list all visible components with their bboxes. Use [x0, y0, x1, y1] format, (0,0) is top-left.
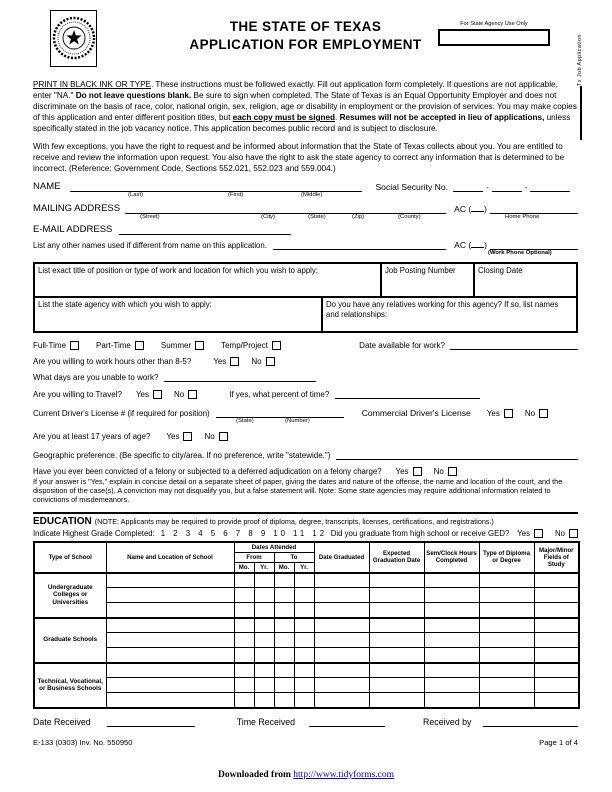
received-by-field[interactable]: [483, 717, 578, 727]
edu-col-name: Name and Location of School: [106, 542, 234, 573]
edu-cell[interactable]: [274, 573, 294, 588]
edu-cell[interactable]: [314, 618, 369, 633]
edu-cell[interactable]: [424, 588, 479, 603]
edu-col-from: From: [234, 552, 274, 562]
instructions-paragraph: PRINT IN BLACK INK OR TYPE. These instructions must be followed exactly. Fill out application form completely. If questions are not applicable, enter "NA." Do not leave questions blank. Be sure to sign when completed. The State of Texas is an Equal Opportunity Employer and does not discriminate on the basis of race, color, national origin, sex, religion, age or disability in employment or the provision of services. You may make copies of this application and enter different position titles, but each copy must be signed. Resumes will not be accepted in lieu of applications, unless specifically stated in the job vacancy notice. This application becomes public record and is subject to disclosure.: [33, 80, 577, 133]
edu-cell[interactable]: [424, 618, 479, 633]
edu-cell[interactable]: [479, 573, 534, 588]
drivers-license-sublabels: [33, 418, 578, 426]
ged-no-checkbox[interactable]: [569, 529, 578, 538]
email-row: [33, 224, 578, 235]
felony-no-label: No: [433, 467, 444, 476]
ged-question: Did you graduate from high school or receive GED?: [330, 528, 510, 538]
closing-date-cell[interactable]: Closing Date: [473, 264, 576, 296]
edu-cell[interactable]: [106, 618, 234, 633]
edu-cell[interactable]: [369, 588, 424, 603]
edu-cell[interactable]: [254, 678, 274, 693]
travel-percent-field[interactable]: [335, 389, 480, 399]
edu-col-to-yr: Yr.: [294, 562, 314, 573]
other-names-row: [33, 239, 578, 250]
employment-type-row: [33, 340, 578, 350]
edu-col-dates: Dates Attended: [234, 542, 314, 553]
form-header: [33, 8, 578, 70]
edu-cell[interactable]: [369, 693, 424, 708]
download-prefix: Downloaded from: [217, 770, 294, 780]
hours-no-label: No: [251, 357, 262, 366]
edu-cell[interactable]: [534, 588, 579, 603]
edu-cell[interactable]: [106, 573, 234, 588]
position-table: [33, 262, 578, 333]
felony-no-checkbox[interactable]: [448, 467, 457, 476]
address-sublabels: [33, 214, 578, 222]
edu-cell[interactable]: [534, 678, 579, 693]
edu-cell[interactable]: [314, 648, 369, 663]
ac-open-label: AC (: [454, 204, 472, 214]
edu-cell[interactable]: [294, 663, 314, 678]
position-title-cell[interactable]: List exact title of position or type of work and location for which you wish to apply:: [38, 266, 318, 275]
form-title-line1: THE STATE OF TEXAS: [229, 19, 382, 34]
edu-cell[interactable]: [534, 603, 579, 618]
felony-row: [33, 467, 578, 476]
ac-close-label: ): [484, 240, 487, 250]
agency-use-label: For State Agency Use Only: [460, 21, 528, 27]
edu-cell[interactable]: [369, 573, 424, 588]
felony-yes-label: Yes: [395, 467, 409, 476]
edu-cell[interactable]: [314, 633, 369, 648]
cdl-yes-checkbox[interactable]: [504, 409, 513, 418]
edu-cell[interactable]: [274, 648, 294, 663]
edu-group-label: Technical, Vocational, or Business Schools: [34, 663, 106, 708]
texas-state-seal-icon: [50, 10, 97, 67]
edu-col-to: To: [274, 552, 314, 562]
edu-cell[interactable]: [234, 618, 254, 633]
hours-yes-label: Yes: [213, 357, 227, 366]
ac-open-label: AC (: [454, 240, 472, 250]
edu-cell[interactable]: [479, 648, 534, 663]
age-yes-label: Yes: [166, 432, 180, 441]
edu-cell[interactable]: [534, 663, 579, 678]
ged-yes-checkbox[interactable]: [534, 529, 543, 538]
part-time-label: Part-Time: [96, 341, 131, 350]
edu-col-expected: Expected Graduation Date: [369, 542, 424, 573]
edu-cell[interactable]: [424, 678, 479, 693]
cdl-question: Commercial Driver's License: [361, 408, 471, 418]
education-table: [33, 541, 580, 709]
email-label: E-MAIL ADDRESS: [33, 224, 113, 235]
date-available-field[interactable]: [450, 340, 578, 350]
ssn-dash: -: [524, 183, 528, 192]
education-header-block: [33, 512, 578, 541]
edu-cell[interactable]: [234, 573, 254, 588]
edu-cell[interactable]: [369, 603, 424, 618]
travel-percent-question: If yes, what percent of time?: [229, 390, 330, 399]
edu-cell[interactable]: [234, 648, 254, 663]
dl-state-sublabel: (State): [236, 418, 254, 424]
edu-col-to-mo: Mo.: [274, 562, 294, 573]
edu-col-diploma: Type of Diploma or Degree: [479, 542, 534, 573]
home-phone-field[interactable]: [490, 204, 578, 214]
county-sublabel: (County): [398, 214, 421, 220]
other-names-field[interactable]: [273, 240, 446, 250]
travel-no-label: No: [174, 390, 185, 399]
hours-yes-checkbox[interactable]: [230, 357, 239, 366]
page-number: Page 1 of 4: [539, 737, 578, 747]
edu-group-label: Undergraduate Colleges or Universities: [34, 573, 106, 618]
grade-numbers[interactable]: 1 2 3 4 5 6 7 8 9 10 11 12: [160, 528, 328, 538]
edu-cell[interactable]: [479, 633, 534, 648]
edu-cell[interactable]: [106, 663, 234, 678]
days-unable-question: What days are you unable to work?: [33, 373, 159, 382]
hours-no-checkbox[interactable]: [266, 357, 275, 366]
hours-question: Are you willing to work hours other than 8-5?: [33, 357, 192, 366]
age-row: [33, 432, 578, 441]
travel-question: Are you willing to Travel?: [33, 390, 122, 399]
download-link[interactable]: http://www.tidyforms.com: [293, 770, 395, 780]
geographic-preference-field[interactable]: [336, 450, 578, 460]
edu-cell[interactable]: [314, 603, 369, 618]
ssn-dash: -: [486, 183, 489, 192]
edu-cell[interactable]: [106, 693, 234, 708]
edu-cell[interactable]: [534, 573, 579, 588]
work-phone-sublabels: [33, 250, 578, 258]
edu-col-from-mo: Mo.: [234, 562, 254, 573]
first-sublabel: (First): [228, 192, 244, 198]
mailing-address-row: [33, 203, 578, 214]
geographic-preference-question: Geographic preference. (Be specific to city/area. If no preference, write "statewide."): [33, 451, 331, 460]
drivers-license-row: [33, 408, 578, 418]
time-received-field[interactable]: [309, 717, 385, 727]
home-phone-area-code-field[interactable]: [471, 203, 484, 212]
drivers-license-field[interactable]: [216, 408, 344, 418]
edu-cell[interactable]: [424, 633, 479, 648]
middle-sublabel: (Middle): [301, 192, 323, 198]
days-unable-row: [33, 372, 578, 382]
edu-cell[interactable]: [294, 588, 314, 603]
edu-cell[interactable]: [254, 618, 274, 633]
time-received-label: Time Received: [236, 716, 296, 727]
cdl-no-label: No: [524, 409, 536, 418]
felony-yes-checkbox[interactable]: [413, 467, 422, 476]
age-no-label: No: [204, 432, 215, 441]
side-vertical-label: Tx Job Application: [577, 34, 583, 86]
mailing-address-label: MAILING ADDRESS: [33, 203, 121, 214]
date-available-label: Date available for work?: [359, 341, 445, 350]
edu-cell[interactable]: [254, 648, 274, 663]
form-title-line2: APPLICATION FOR EMPLOYMENT: [189, 37, 422, 52]
travel-no-checkbox[interactable]: [188, 390, 197, 399]
edu-cell[interactable]: [479, 603, 534, 618]
ssn-field-3[interactable]: [530, 182, 570, 192]
edu-cell[interactable]: [274, 663, 294, 678]
edu-cell[interactable]: [369, 633, 424, 648]
edu-cell[interactable]: [534, 633, 579, 648]
edu-cell[interactable]: [294, 573, 314, 588]
summer-label: Summer: [160, 341, 192, 350]
edu-cell[interactable]: [314, 678, 369, 693]
dl-number-sublabel: (Number): [285, 418, 310, 424]
temp-project-label: Temp/Project: [221, 341, 268, 350]
ssn-label: Social Security No.: [375, 182, 449, 192]
name-sublabels: [33, 192, 578, 200]
received-by-label: Received by: [423, 716, 472, 727]
travel-yes-checkbox[interactable]: [153, 390, 162, 399]
edu-cell[interactable]: [369, 678, 424, 693]
edu-cell[interactable]: [234, 678, 254, 693]
other-names-label: List any other names used if different from name on this application.: [33, 241, 267, 250]
footer-row: [33, 738, 578, 747]
edu-cell[interactable]: [234, 693, 254, 708]
edu-cell[interactable]: [294, 618, 314, 633]
edu-cell[interactable]: [254, 573, 274, 588]
edu-cell[interactable]: [424, 603, 479, 618]
edu-cell[interactable]: [424, 648, 479, 663]
edu-cell[interactable]: [106, 588, 234, 603]
relatives-cell[interactable]: Do you have any relatives working for this agency? If so, list names and relationships:: [321, 298, 576, 331]
edu-cell[interactable]: [274, 693, 294, 708]
cdl-no-checkbox[interactable]: [539, 409, 548, 418]
cdl-yes-label: Yes: [486, 409, 500, 418]
edu-group-label: Graduate Schools: [34, 618, 106, 663]
days-unable-field[interactable]: [164, 372, 316, 382]
edu-col-type: Type of School: [34, 542, 106, 573]
age-question: Are you at least 17 years of age?: [33, 432, 151, 441]
edu-cell[interactable]: [294, 633, 314, 648]
part-time-checkbox[interactable]: [135, 341, 144, 350]
date-received-field[interactable]: [107, 717, 195, 727]
ac-close-label: ): [484, 204, 487, 214]
state-sublabel: (State): [308, 214, 326, 220]
edu-cell[interactable]: [234, 663, 254, 678]
edu-col-hours: Sem/Clock Hours Completed: [424, 542, 479, 573]
edu-cell[interactable]: [314, 663, 369, 678]
edu-cell[interactable]: [294, 678, 314, 693]
edu-cell[interactable]: [234, 633, 254, 648]
download-attribution: [0, 770, 612, 780]
form-number: E-133 (0303) Inv. No. 550950: [33, 737, 133, 747]
name-label: NAME: [33, 181, 61, 192]
edu-cell[interactable]: [314, 693, 369, 708]
edu-cell[interactable]: [254, 633, 274, 648]
edu-cell[interactable]: [106, 603, 234, 618]
ged-no-label: No: [555, 528, 565, 538]
edu-cell[interactable]: [254, 663, 274, 678]
edu-cell[interactable]: [479, 663, 534, 678]
work-phone-sublabel: (Work Phone Optional): [488, 250, 552, 256]
edu-cell[interactable]: [369, 618, 424, 633]
edu-cell[interactable]: [274, 588, 294, 603]
edu-cell[interactable]: [424, 693, 479, 708]
travel-yes-label: Yes: [135, 390, 149, 399]
full-time-checkbox[interactable]: [70, 341, 79, 350]
edu-cell[interactable]: [274, 678, 294, 693]
drivers-license-question: Current Driver's License # (if required for position): [33, 409, 210, 418]
job-posting-number-cell[interactable]: Job Posting Number: [380, 264, 473, 296]
edu-cell[interactable]: [294, 603, 314, 618]
age-no-checkbox[interactable]: [219, 432, 228, 441]
side-vertical-line: [580, 86, 582, 140]
felony-detail-paragraph: If your answer is "Yes," explain in concise detail on a separate sheet of paper, giving the dates and nature of the offense, the name and location of the court, and the disposition of the case(s). A conviction may not disqualify you, but a false statement will. Note: Some state agencies may require additional information related to convictions of misdemeanors.: [33, 477, 563, 505]
edu-cell[interactable]: [274, 603, 294, 618]
zip-sublabel: (Zip): [352, 214, 365, 220]
felony-question: Have you ever been convicted of a felony or subjected to a deferred adjudication on a felony charge?: [33, 467, 382, 476]
edu-cell[interactable]: [274, 618, 294, 633]
work-phone-area-code-field[interactable]: [471, 239, 484, 248]
travel-row: [33, 389, 578, 399]
home-phone-ac-group: [454, 203, 487, 214]
edu-cell[interactable]: [314, 573, 369, 588]
edu-cell[interactable]: [294, 693, 314, 708]
edu-cell[interactable]: [479, 588, 534, 603]
summer-checkbox[interactable]: [195, 341, 204, 350]
edu-cell[interactable]: [234, 588, 254, 603]
hours-row: [33, 357, 578, 366]
edu-col-grad: Date Graduated: [314, 542, 369, 573]
edu-cell[interactable]: [106, 678, 234, 693]
edu-col-from-yr: Yr.: [254, 562, 274, 573]
ssn-field-1[interactable]: [453, 182, 483, 192]
education-note: (NOTE: Applicants may be required to provide proof of diploma, degree, transcripts, licenses, certifications, and registrations.): [94, 516, 494, 526]
edu-col-major: Major/Minor Fields of Study: [534, 542, 579, 573]
received-row: [33, 717, 578, 727]
education-heading: EDUCATION: [33, 515, 92, 527]
mailing-address-field[interactable]: [125, 204, 446, 214]
name-field[interactable]: [70, 182, 362, 192]
edu-cell[interactable]: [314, 588, 369, 603]
edu-cell[interactable]: [479, 618, 534, 633]
edu-cell[interactable]: [534, 693, 579, 708]
email-field[interactable]: [119, 225, 291, 235]
edu-cell[interactable]: [424, 663, 479, 678]
edu-cell[interactable]: [369, 648, 424, 663]
edu-cell[interactable]: [254, 588, 274, 603]
edu-cell[interactable]: [106, 633, 234, 648]
edu-cell[interactable]: [369, 663, 424, 678]
edu-cell[interactable]: [254, 693, 274, 708]
work-phone-ac-group: [454, 239, 487, 250]
edu-cell[interactable]: [294, 648, 314, 663]
home-phone-sublabel: Home Phone: [505, 214, 540, 220]
geographic-preference-row: [33, 450, 578, 460]
edu-cell[interactable]: [534, 648, 579, 663]
rights-paragraph: With few exceptions, you have the right to request and be informed about information that the State of Texas collects about you. You are entitled to receive and review the information upon request. You also have the right to ask the state agency to correct any information that is determined to be incorrect. (Reference: Government Code, Sections 552.021, 552.023 and 559.004.): [33, 142, 565, 173]
agency-use-box[interactable]: [438, 29, 550, 46]
work-phone-field[interactable]: [490, 240, 578, 250]
state-agency-cell[interactable]: List the state agency with which you wish to apply:: [38, 300, 212, 309]
edu-cell[interactable]: [254, 603, 274, 618]
edu-cell[interactable]: [534, 618, 579, 633]
ssn-field-2[interactable]: [492, 182, 522, 192]
ged-yes-label: Yes: [517, 528, 531, 538]
temp-project-checkbox[interactable]: [272, 341, 281, 350]
edu-cell[interactable]: [274, 633, 294, 648]
edu-cell[interactable]: [479, 678, 534, 693]
edu-cell[interactable]: [106, 648, 234, 663]
age-yes-checkbox[interactable]: [183, 432, 192, 441]
street-sublabel: (Street): [140, 214, 160, 220]
full-time-label: Full-Time: [33, 341, 67, 350]
edu-cell[interactable]: [424, 573, 479, 588]
highest-grade-label: Indicate Highest Grade Completed:: [33, 528, 155, 538]
name-row: [33, 181, 578, 192]
city-sublabel: (City): [261, 214, 276, 220]
edu-cell[interactable]: [479, 693, 534, 708]
last-sublabel: (Last): [128, 192, 144, 198]
date-received-label: Date Received: [33, 716, 91, 727]
edu-cell[interactable]: [234, 603, 254, 618]
